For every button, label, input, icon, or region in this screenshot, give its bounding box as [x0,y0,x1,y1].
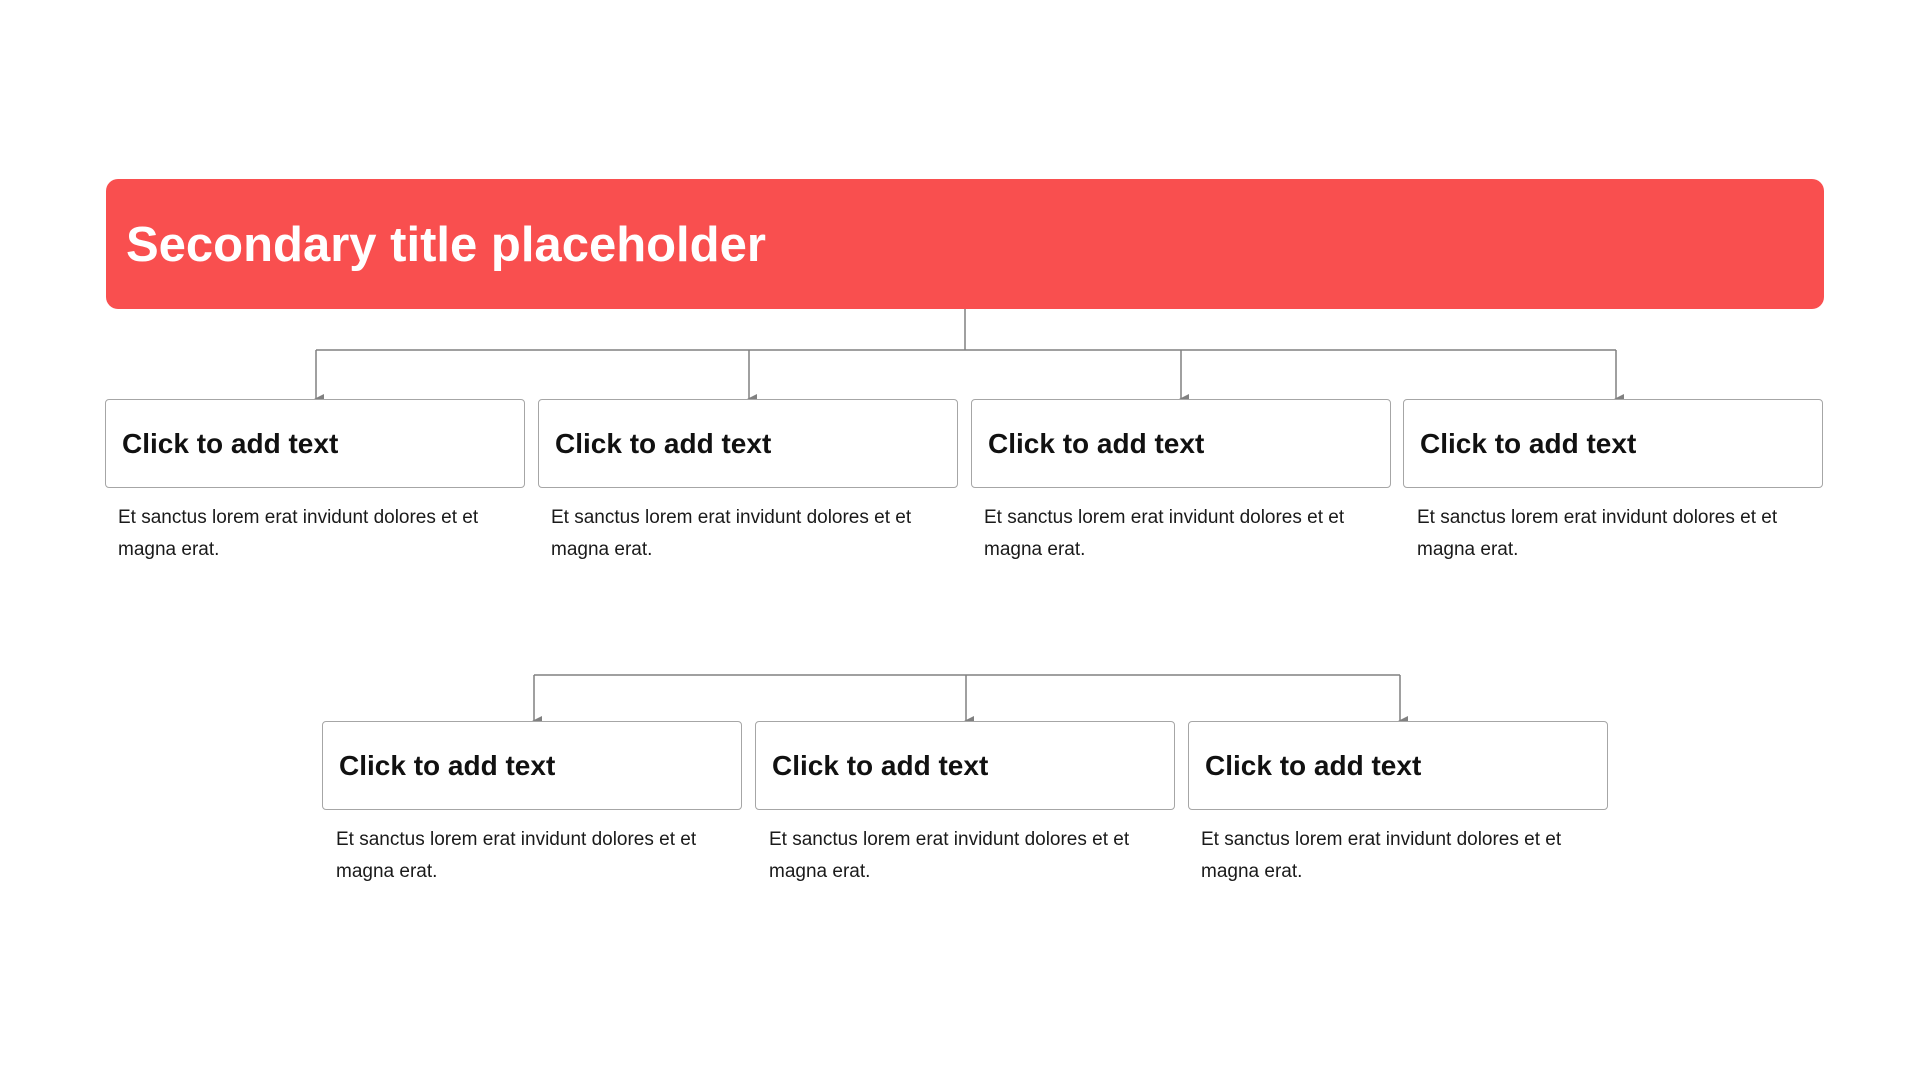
bottom-card-1[interactable] [322,721,742,810]
top-card-1-description: Et sanctus lorem erat invidunt dolores et et magna erat. [118,507,479,560]
top-card-3[interactable] [971,399,1391,488]
top-card-2[interactable] [538,399,958,488]
title-bar[interactable] [106,179,1824,309]
bottom-card-2-label: Click to add text [772,750,989,781]
bottom-card-3-description: Et sanctus lorem erat invidunt dolores et et magna erat. [1201,829,1562,882]
bottom-card-3[interactable] [1188,721,1608,810]
top-card-2-label: Click to add text [555,428,772,459]
top-card-1[interactable] [105,399,525,488]
top-card-4-description: Et sanctus lorem erat invidunt dolores et et magna erat. [1417,507,1778,560]
top-card-3-description: Et sanctus lorem erat invidunt dolores et et magna erat. [984,507,1345,560]
bottom-card-3-label: Click to add text [1205,750,1422,781]
top-card-4[interactable] [1403,399,1823,488]
top-card-2-description: Et sanctus lorem erat invidunt dolores et et magna erat. [551,507,912,560]
bottom-card-2[interactable] [755,721,1175,810]
top-card-1-label: Click to add text [122,428,339,459]
bottom-card-1-description: Et sanctus lorem erat invidunt dolores et et magna erat. [336,829,697,882]
top-card-3-label: Click to add text [988,428,1205,459]
title-text: Secondary title placeholder [126,218,766,272]
bottom-card-1-label: Click to add text [339,750,556,781]
bottom-card-2-description: Et sanctus lorem erat invidunt dolores et et magna erat. [769,829,1130,882]
top-card-4-label: Click to add text [1420,428,1637,459]
